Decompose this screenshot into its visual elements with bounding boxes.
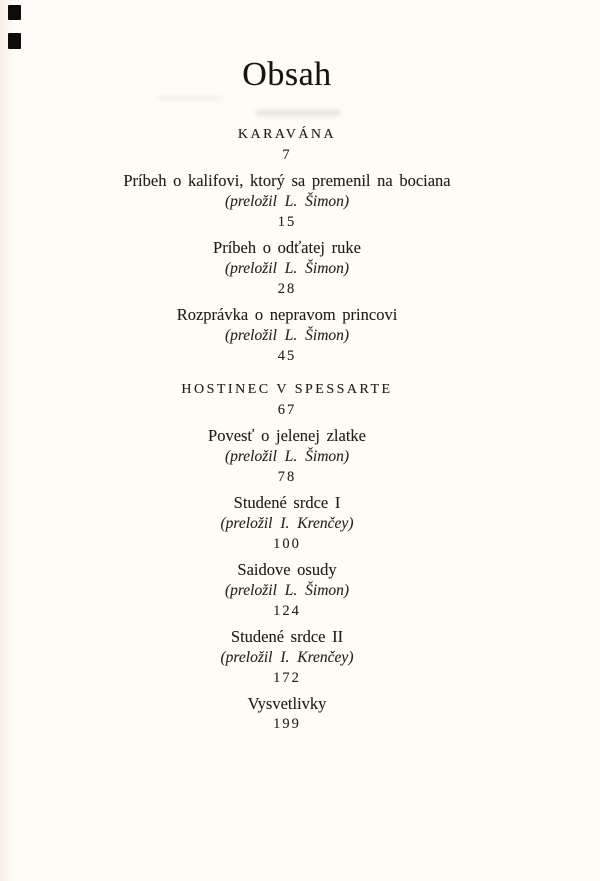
toc-section-karavana [0,116,587,166]
entry-title: Príbeh o odťatej ruke [213,238,361,257]
entry-title: Rozprávka o nepravom princovi [176,305,398,324]
entry-title: Príbeh o kalifovi, ktorý sa premenil na bociana [123,171,451,190]
entry-translator: (preložil L. Šimon) [224,193,350,210]
page-number: 172 [273,670,301,686]
page-number: 45 [277,348,297,364]
entry-title: Povesť o jelenej zlatke [208,426,366,445]
page-number: 28 [277,281,297,297]
page-number: 124 [273,603,301,619]
entry-translator: (preložil L. Šimon) [224,448,350,465]
toc-entry [0,170,587,233]
toc-entry [0,425,587,488]
toc-section-hostinec [0,371,587,421]
entry-translator: (preložil L. Šimon) [224,582,350,599]
page-number: 67 [277,402,297,418]
entry-translator: (preložil L. Šimon) [224,260,350,277]
table-of-contents [0,95,587,735]
entry-title: Studené srdce I [233,493,341,512]
toc-entry [0,492,587,555]
entry-translator: (preložil I. Krenčey) [220,649,354,666]
page-number: 199 [273,716,301,732]
page-number: 7 [282,147,292,163]
section-heading: KARAVÁNA [237,127,337,142]
section-heading: HOSTINEC V SPESSARTE [181,382,393,397]
page-number: 78 [277,469,297,485]
toc-entry [0,237,587,300]
toc-entry [0,626,587,689]
entry-title: Studené srdce II [230,627,344,646]
entry-translator: (preložil I. Krenčey) [220,515,354,532]
entry-title: Vysvetlivky [247,694,327,713]
toc-entry [0,559,587,622]
page-number: 15 [277,214,297,230]
page-number: 100 [273,536,301,552]
toc-entry [0,693,587,735]
entry-translator: (preložil L. Šimon) [224,327,350,344]
entry-title: Saidove osudy [237,560,337,579]
page-title: Obsah [242,56,332,93]
toc-entry [0,304,587,367]
